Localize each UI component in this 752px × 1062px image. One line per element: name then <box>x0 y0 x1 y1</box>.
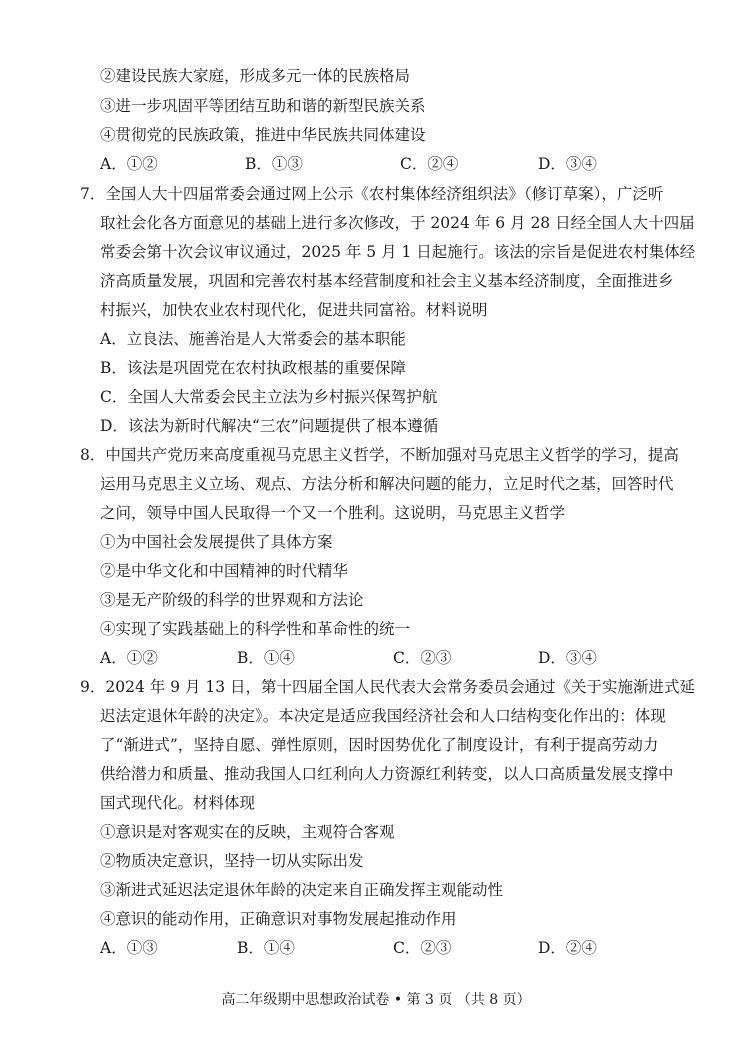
q9-stem-line-4: 供给潜力和质量、推动我国人口红利向人力资源红利转变，以人口高质量发展支撑中 <box>100 765 674 783</box>
q6-statement-4: ④贯彻党的民族政策，推进中华民族共同体建设 <box>100 126 426 144</box>
q8-choice-b: B．①④ <box>237 649 295 667</box>
q7-stem-line-4: 济高质量发展，巩固和完善农村基本经营制度和社会主义基本经济制度，全面推进乡 <box>100 272 674 290</box>
q8-statement-4: ④实现了实践基础上的科学性和革命性的统一 <box>100 620 411 638</box>
q8-choices <box>100 648 620 668</box>
q9-stem-line-1: 9．2024 年 9 月 13 日，第十四届全国人民代表大会常务委员会通过《关于实施渐进式延 <box>80 678 696 696</box>
q9-statement-4: ④意识的能动作用，正确意识对事物发展起推动作用 <box>100 910 457 928</box>
q9-statement-3: ③渐进式延迟法定退休年龄的决定来自正确发挥主观能动性 <box>100 881 504 899</box>
q7-option-d: D．该法为新时代解决“三农”问题提供了根本遵循 <box>100 417 439 435</box>
q9-statement-2: ②物质决定意识，坚持一切从实际出发 <box>100 852 364 870</box>
q7-stem-line-1: 7．全国人大十四届常委会通过网上公示《农村集体经济组织法》（修订草案），广泛听 <box>80 185 664 203</box>
q9-statement-1: ①意识是对客观实在的反映，主观符合客观 <box>100 823 395 841</box>
q8-choice-d: D．③④ <box>538 649 597 667</box>
q6-choice-c: C．②④ <box>400 155 459 173</box>
q8-stem-line-1: 8．中国共产党历来高度重视马克思主义哲学，不断加强对马克思主义哲学的学习，提高 <box>80 446 679 464</box>
q7-option-a: A．立良法、施善治是人大常委会的基本职能 <box>100 330 406 348</box>
q9-choice-d: D．②④ <box>538 939 597 957</box>
page-footer: 高二年级期中思想政治试卷 • 第 3 页 （共 8 页） <box>221 992 531 1008</box>
q8-statement-1: ①为中国社会发展提供了具体方案 <box>100 533 333 551</box>
q9-stem-line-3: 了“渐进式”，坚持自愿、弹性原则，因时因势优化了制度设计，有利于提高劳动力 <box>100 736 659 754</box>
q6-statement-3: ③进一步巩固平等团结互助和谐的新型民族关系 <box>100 97 426 115</box>
q9-choice-c: C．②③ <box>393 939 452 957</box>
q8-stem-line-2: 运用马克思主义立场、观点、方法分析和解决问题的能力，立足时代之基，回答时代 <box>100 475 674 493</box>
q9-stem-line-2: 迟法定退休年龄的决定》。本决定是适应我国经济社会和人口结构变化作出的：体现 <box>100 707 666 725</box>
q6-choice-a: A．①② <box>100 155 158 173</box>
q6-choices <box>100 154 620 174</box>
q9-choice-b: B．①④ <box>237 939 295 957</box>
q7-option-c: C．全国人大常委会民主立法为乡村振兴保驾护航 <box>100 388 438 406</box>
q7-stem-line-2: 取社会化各方面意见的基础上进行多次修改，于 2024 年 6 月 28 日经全国人大十四届 <box>100 214 695 232</box>
q9-stem-line-5: 国式现代化。材料体现 <box>100 794 256 812</box>
q8-statement-3: ③是无产阶级的科学的世界观和方法论 <box>100 591 364 609</box>
q7-option-b: B．该法是巩固党在农村执政根基的重要保障 <box>100 359 406 377</box>
q7-stem-line-5: 村振兴，加快农业农村现代化，促进共同富裕。材料说明 <box>100 301 488 319</box>
q8-choice-a: A．①② <box>100 649 158 667</box>
q6-choice-d: D．③④ <box>538 155 597 173</box>
q7-stem-line-3: 常委会第十次会议审议通过，2025 年 5 月 1 日起施行。该法的宗旨是促进农村集体经 <box>100 243 696 261</box>
q6-statement-2: ②建设民族大家庭，形成多元一体的民族格局 <box>100 67 411 85</box>
q8-statement-2: ②是中华文化和中国精神的时代精华 <box>100 562 349 580</box>
q9-choices <box>100 938 620 958</box>
q8-choice-c: C．②③ <box>393 649 452 667</box>
q9-choice-a: A．①③ <box>100 939 158 957</box>
q6-choice-b: B．①③ <box>245 155 303 173</box>
q8-stem-line-3: 之问，领导中国人民取得一个又一个胜利。这说明，马克思主义哲学 <box>100 504 566 522</box>
